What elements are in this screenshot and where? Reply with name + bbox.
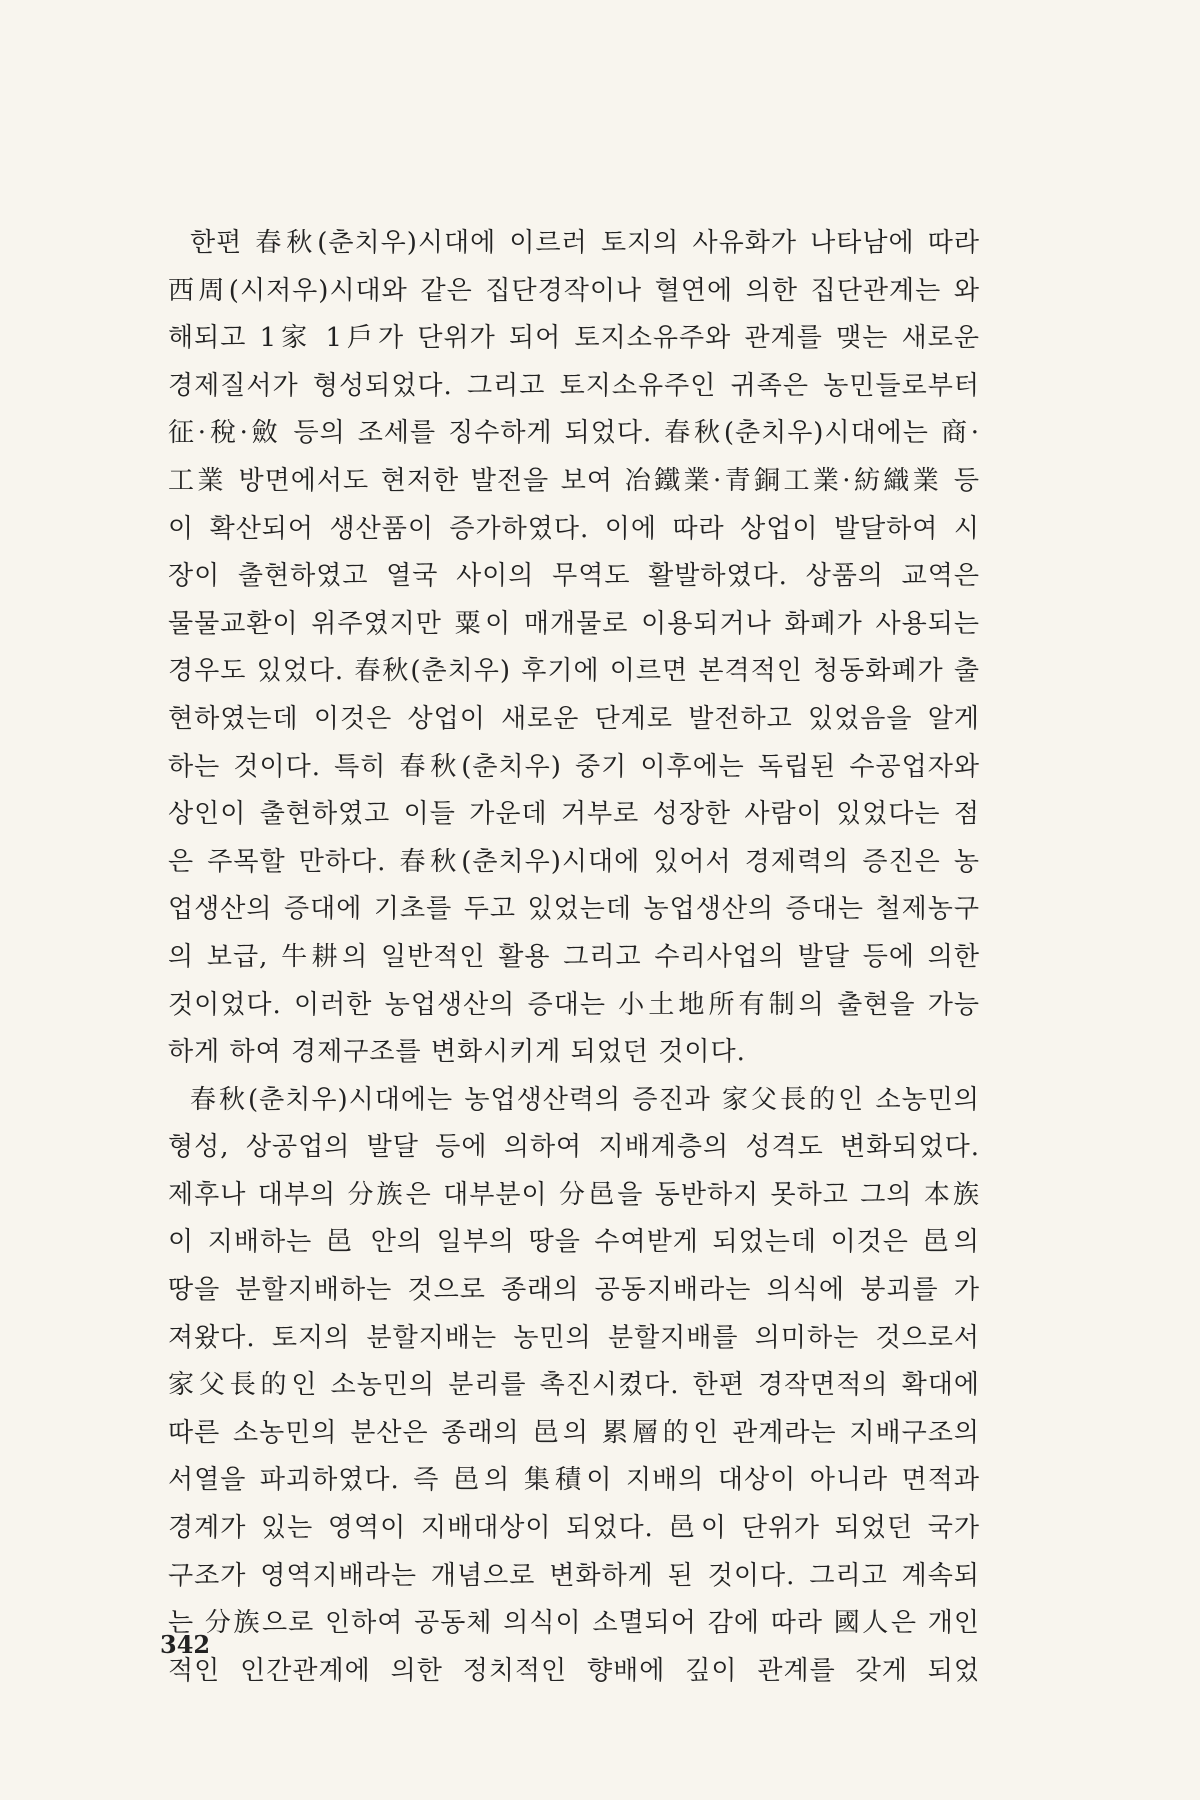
text-line: 해되고 1家 1戶가 단위가 되어 토지소유주와 관계를 맺는 새로운 <box>168 323 980 354</box>
text-line: 구조가 영역지배라는 개념으로 변화하게 된 것이다. 그리고 계속되 <box>168 1560 980 1591</box>
text-line: 의 보급, 牛耕의 일반적인 활용 그리고 수리사업의 발달 등에 의한 <box>168 941 980 972</box>
text-line: 서열을 파괴하였다. 즉 邑의 集積이 지배의 대상이 아니라 면적과 <box>168 1465 980 1496</box>
text-line: 따른 소농민의 분산은 종래의 邑의 累層的인 관계라는 지배구조의 <box>168 1417 980 1448</box>
text-line: 것이었다. 이러한 농업생산의 증대는 小土地所有制의 출현을 가능 <box>168 989 980 1020</box>
text-line: 工業 방면에서도 현저한 발전을 보여 冶鐵業·青銅工業·紡織業 등 <box>168 465 980 496</box>
text-line: 땅을 분할지배하는 것으로 종래의 공동지배라는 의식에 붕괴를 가 <box>168 1275 980 1306</box>
text-line: 형성, 상공업의 발달 등에 의하여 지배계층의 성격도 변화되었다. <box>168 1132 980 1163</box>
text-line: 征·稅·斂 등의 조세를 징수하게 되었다. 春秋(춘치우)시대에는 商· <box>168 418 980 449</box>
text-line: 한편 春秋(춘치우)시대에 이르러 토지의 사유화가 나타남에 따라 <box>190 228 980 258</box>
page-number: 342 <box>160 1630 211 1659</box>
text-line: 져왔다. 토지의 분할지배는 농민의 분할지배를 의미하는 것으로서 <box>168 1322 980 1353</box>
text-line: 현하였는데 이것은 상업이 새로운 단계로 발전하고 있었음을 알게 <box>168 703 980 734</box>
text-line: 이 지배하는 邑 안의 일부의 땅을 수여받게 되었는데 이것은 邑의 <box>168 1227 980 1258</box>
text-line: 물물교환이 위주였지만 粟이 매개물로 이용되거나 화폐가 사용되는 <box>168 608 980 639</box>
text-line: 경제질서가 형성되었다. 그리고 토지소유주인 귀족은 농민들로부터 <box>168 370 980 401</box>
text-line: 하게 하여 경제구조를 변화시키게 되었던 것이다. <box>168 1037 746 1068</box>
text-line: 제후나 대부의 分族은 대부분이 分邑을 동반하지 못하고 그의 本族 <box>168 1179 980 1210</box>
body-text <box>168 220 980 1695</box>
text-line: 적인 인간관계에 의한 정치적인 향배에 깊이 관계를 갖게 되었 <box>168 1655 980 1686</box>
text-line: 이 확산되어 생산품이 증가하였다. 이에 따라 상업이 발달하여 시 <box>168 513 980 544</box>
text-line: 경계가 있는 영역이 지배대상이 되었다. 邑이 단위가 되었던 국가 <box>168 1513 980 1544</box>
text-line: 하는 것이다. 특히 春秋(춘치우) 중기 이후에는 독립된 수공업자와 <box>168 751 980 782</box>
text-line: 은 주목할 만하다. 春秋(춘치우)시대에 있어서 경제력의 증진은 농 <box>168 846 980 877</box>
text-line: 家父長的인 소농민의 분리를 촉진시켰다. 한편 경작면적의 확대에 <box>168 1370 980 1401</box>
text-line: 장이 출현하였고 열국 사이의 무역도 활발하였다. 상품의 교역은 <box>168 561 980 592</box>
text-line: 업생산의 증대에 기초를 두고 있었는데 농업생산의 증대는 철제농구 <box>168 894 980 925</box>
text-line: 경우도 있었다. 春秋(춘치우) 후기에 이르면 본격적인 청동화폐가 출 <box>168 656 980 687</box>
text-line: 西周(시저우)시대와 같은 집단경작이나 혈연에 의한 집단관계는 와 <box>168 275 980 306</box>
text-line: 상인이 출현하였고 이들 가운데 거부로 성장한 사람이 있었다는 점 <box>168 799 980 830</box>
text-line: 春秋(춘치우)시대에는 농업생산력의 증진과 家父長的인 소농민의 <box>190 1084 980 1115</box>
text-line: 는 分族으로 인하여 공동체 의식이 소멸되어 감에 따라 國人은 개인 <box>168 1608 980 1639</box>
